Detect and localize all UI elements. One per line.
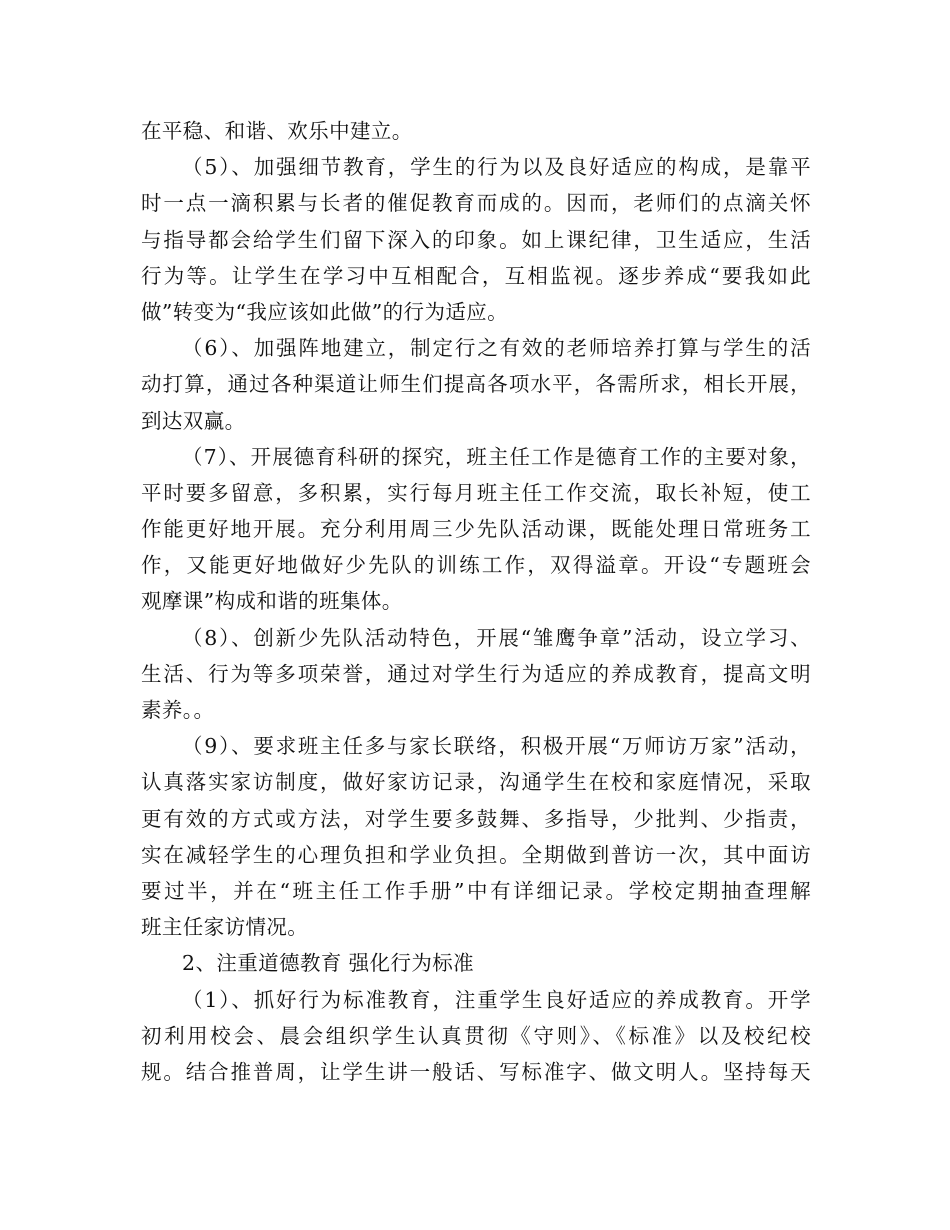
text-line: 更有效的方式或方法，对学生要多鼓舞、多指导，少批判、少指责， [141,806,811,831]
text-line: 作，又能更好地做好少先队的训练工作，双得溢章。开设“专题班会 [141,553,811,578]
text-line: 平时要多留意，多积累，实行每月班主任工作交流，取长补短，使工 [141,480,811,505]
text-line: 要过半，并在“班主任工作手册”中有详细记录。学校定期抽查理解 [141,878,811,903]
text-line: 时一点一滴积累与长者的催促教育而成的。因而，老师们的点滴关怀 [141,191,811,216]
text-line: 规。结合推普周，让学生讲一般话、写标准字、做文明人。坚持每天 [141,1059,811,1084]
text-line: （9）、要求班主任多与家长联络，积极开展“万师访万家”活动， [182,734,811,759]
text-line: 2、注重道德教育 强化行为标准 [182,951,475,976]
text-line: （8）、创新少先队活动特色，开展“雏鹰争章”活动，设立学习、 [182,625,811,650]
text-line: 生活、行为等多项荣誉，通过对学生行为适应的养成教育，提高文明 [141,661,811,686]
text-line: 到达双赢。 [141,408,246,433]
text-line: 行为等。让学生在学习中互相配合，互相监视。逐步养成“要我如此 [141,263,811,288]
text-line: 在平稳、和谐、欢乐中建立。 [141,119,413,143]
text-line: 班主任家访情况。 [141,915,309,940]
text-line: 认真落实家访制度，做好家访记录，沟通学生在校和家庭情况，采取 [141,770,811,795]
text-line: 动打算，通过各种渠道让师生们提高各项水平，各需所求，相长开展， [141,372,811,397]
document-body [141,113,811,1090]
text-line: 做”转变为“我应该如此做”的行为适应。 [141,299,509,324]
text-line: （5）、加强细节教育，学生的行为以及良好适应的构成，是靠平 [182,155,811,180]
text-line: （6）、加强阵地建立，制定行之有效的老师培养打算与学生的活 [182,336,811,361]
text-line: 实在减轻学生的心理负担和学业负担。全期做到普访一次，其中面访 [141,842,811,867]
text-line: 素养。。 [141,698,215,722]
text-line: 与指导都会给学生们留下深入的印象。如上课纪律，卫生适应，生活 [141,227,811,252]
text-line: 作能更好地开展。充分利用周三少先队活动课，既能处理日常班务工 [141,517,811,542]
text-line: （1）、抓好行为标准教育，注重学生良好适应的养成教育。开学 [182,987,811,1012]
text-line: 初利用校会、晨会组织学生认真贯彻《守则》、《标准》以及校纪校 [141,1023,811,1048]
text-line: （7）、开展德育科研的探究，班主任工作是德育工作的主要对象， [182,444,811,469]
text-line: 观摩课”构成和谐的班集体。 [141,589,403,614]
